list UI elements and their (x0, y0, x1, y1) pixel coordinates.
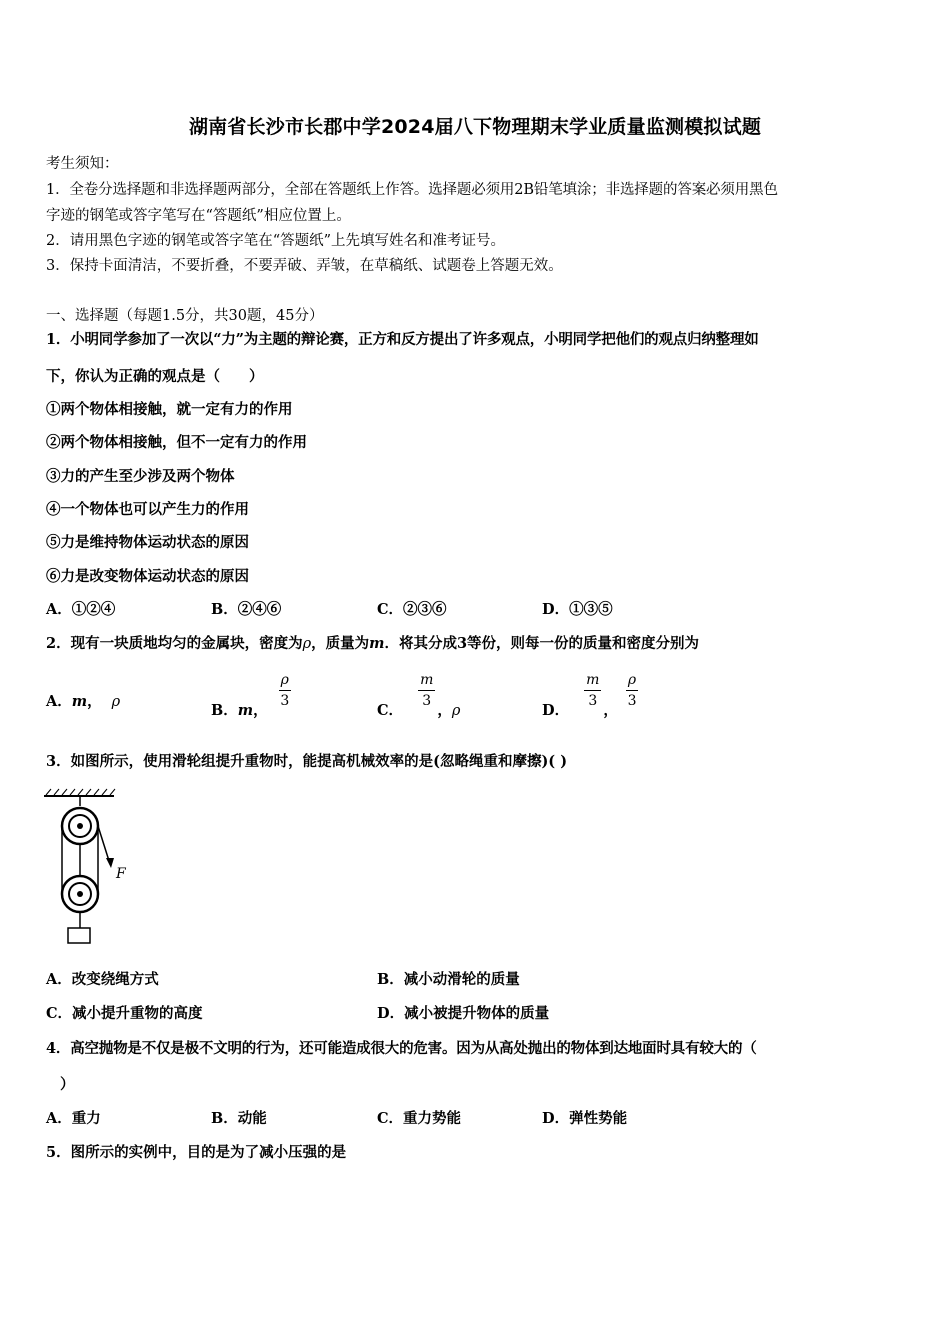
q2-option-b (211, 670, 293, 719)
q2-option-a (46, 690, 120, 711)
q3-option-d: D．减小被提升物体的质量 (377, 1005, 550, 1022)
notice-item-2: 2．请用黑色字迹的钢笔或答字笔在“答题纸”上先填写姓名和准考证号。 (46, 233, 506, 249)
q1-stem-line-1: 1．小明同学参加了一次以“力”为主题的辩论赛，正方和反方提出了许多观点，小明同学把他们的观点归纳整理如 (46, 331, 759, 348)
fraction-rho-over-3 (626, 670, 638, 711)
q2-option-d (542, 670, 640, 719)
denominator: 3 (422, 693, 432, 709)
notice-item-3: 3．保持卡面清洁，不要折叠，不要弄破、弄皱，在草稿纸、试题卷上答题无效。 (46, 258, 563, 274)
numerator: ρ (626, 670, 638, 691)
numerator: m (418, 670, 435, 691)
comma: ， (253, 701, 268, 719)
q2-stem-pre: 2．现有一块质地均匀的金属块，密度为 (46, 635, 303, 652)
option-label: B． (211, 701, 238, 719)
denominator: 3 (280, 693, 290, 709)
q4-option-b: B．动能 (211, 1110, 267, 1127)
q2-option-c (377, 670, 461, 719)
option-label: C． (377, 701, 404, 719)
fraction-rho-over-3 (279, 670, 291, 711)
q3-option-b: B．减小动滑轮的质量 (377, 971, 520, 988)
force-label: F (116, 866, 126, 882)
notice-heading: 考生须知： (46, 156, 119, 172)
q5-stem: 5．图所示的实例中，目的是为了减小压强的是 (46, 1144, 347, 1161)
q3-option-a: A．改变绕绳方式 (46, 971, 159, 988)
numerator: m (584, 670, 601, 691)
rho-symbol: ρ (302, 636, 312, 652)
q1-statement-5: ⑤力是维持物体运动状态的原因 (46, 534, 249, 551)
q4-stem-line-2: ） (60, 1076, 75, 1093)
notice-item-1-line-1: 1．全卷分选择题和非选择题两部分，全部在答题纸上作答。选择题必须用2B铅笔填涂；非选择题的答案必须用黑色 (46, 182, 778, 198)
q3-option-c: C．减小提升重物的高度 (46, 1005, 203, 1022)
q1-option-d: D．①③⑤ (542, 601, 613, 618)
fraction-m-over-3 (584, 670, 601, 711)
option-label: D． (542, 701, 570, 719)
q2-stem-mid: ，质量为 (311, 635, 370, 652)
page-title: 湖南省长沙市长郡中学2024届八下物理期末学业质量监测模拟试题 (188, 116, 762, 138)
q3-stem: 3．如图所示，使用滑轮组提升重物时，能提高机械效率的是(忽略绳重和摩擦)( ) (46, 753, 568, 770)
mass-symbol: m (237, 701, 254, 719)
denominator: 3 (627, 693, 637, 709)
q2-stem (46, 632, 699, 653)
q2-stem-post: ．将其分成3等份，则每一份的质量和密度分别为 (384, 635, 700, 652)
weight-block (68, 928, 90, 943)
denominator: 3 (588, 693, 598, 709)
q1-option-a: A．①②④ (46, 601, 116, 618)
notice-item-1-line-2: 字迹的钢笔或答字笔写在“答题纸”相应位置上。 (46, 208, 351, 224)
movable-pulley-axle (77, 891, 83, 897)
q1-option-b: B．②④⑥ (211, 601, 282, 618)
q1-statement-4: ④一个物体也可以产生力的作用 (46, 501, 249, 518)
comma: ， (87, 693, 102, 710)
option-label: A． (46, 693, 72, 710)
force-arrow (106, 858, 114, 868)
q4-option-a: A．重力 (46, 1110, 101, 1127)
q1-stem-line-2: 下，你认为正确的观点是（ ） (46, 368, 264, 385)
q1-option-c: C．②③⑥ (377, 601, 447, 618)
fixed-pulley-axle (77, 823, 83, 829)
q4-option-c: C．重力势能 (377, 1110, 462, 1127)
mass-symbol: m (71, 693, 88, 710)
mass-symbol: m (369, 635, 385, 652)
ceiling-hatching (46, 789, 115, 795)
q4-stem-line-1: 4．高空抛物是不仅是极不文明的行为，还可能造成很大的危害。因为从高处抛出的物体到达地面时具有较大的（ (46, 1040, 757, 1057)
rho-symbol: ρ (451, 702, 461, 719)
q1-statement-1: ①两个物体相接触，就一定有力的作用 (46, 401, 293, 418)
comma: ， (603, 701, 618, 719)
numerator: ρ (279, 670, 291, 691)
pulley-diagram (40, 786, 140, 951)
q1-statement-2: ②两个物体相接触，但不一定有力的作用 (46, 434, 307, 451)
rho-symbol: ρ (111, 694, 121, 710)
q4-option-d: D．弹性势能 (542, 1110, 628, 1127)
q1-statement-6: ⑥力是改变物体运动状态的原因 (46, 568, 249, 585)
fraction-m-over-3 (418, 670, 435, 711)
comma: ， (437, 701, 452, 719)
pulley-system-figure (40, 786, 140, 955)
q1-statement-3: ③力的产生至少涉及两个物体 (46, 468, 235, 485)
section-heading: 一、选择题（每题1.5分，共30题，45分） (46, 308, 324, 324)
